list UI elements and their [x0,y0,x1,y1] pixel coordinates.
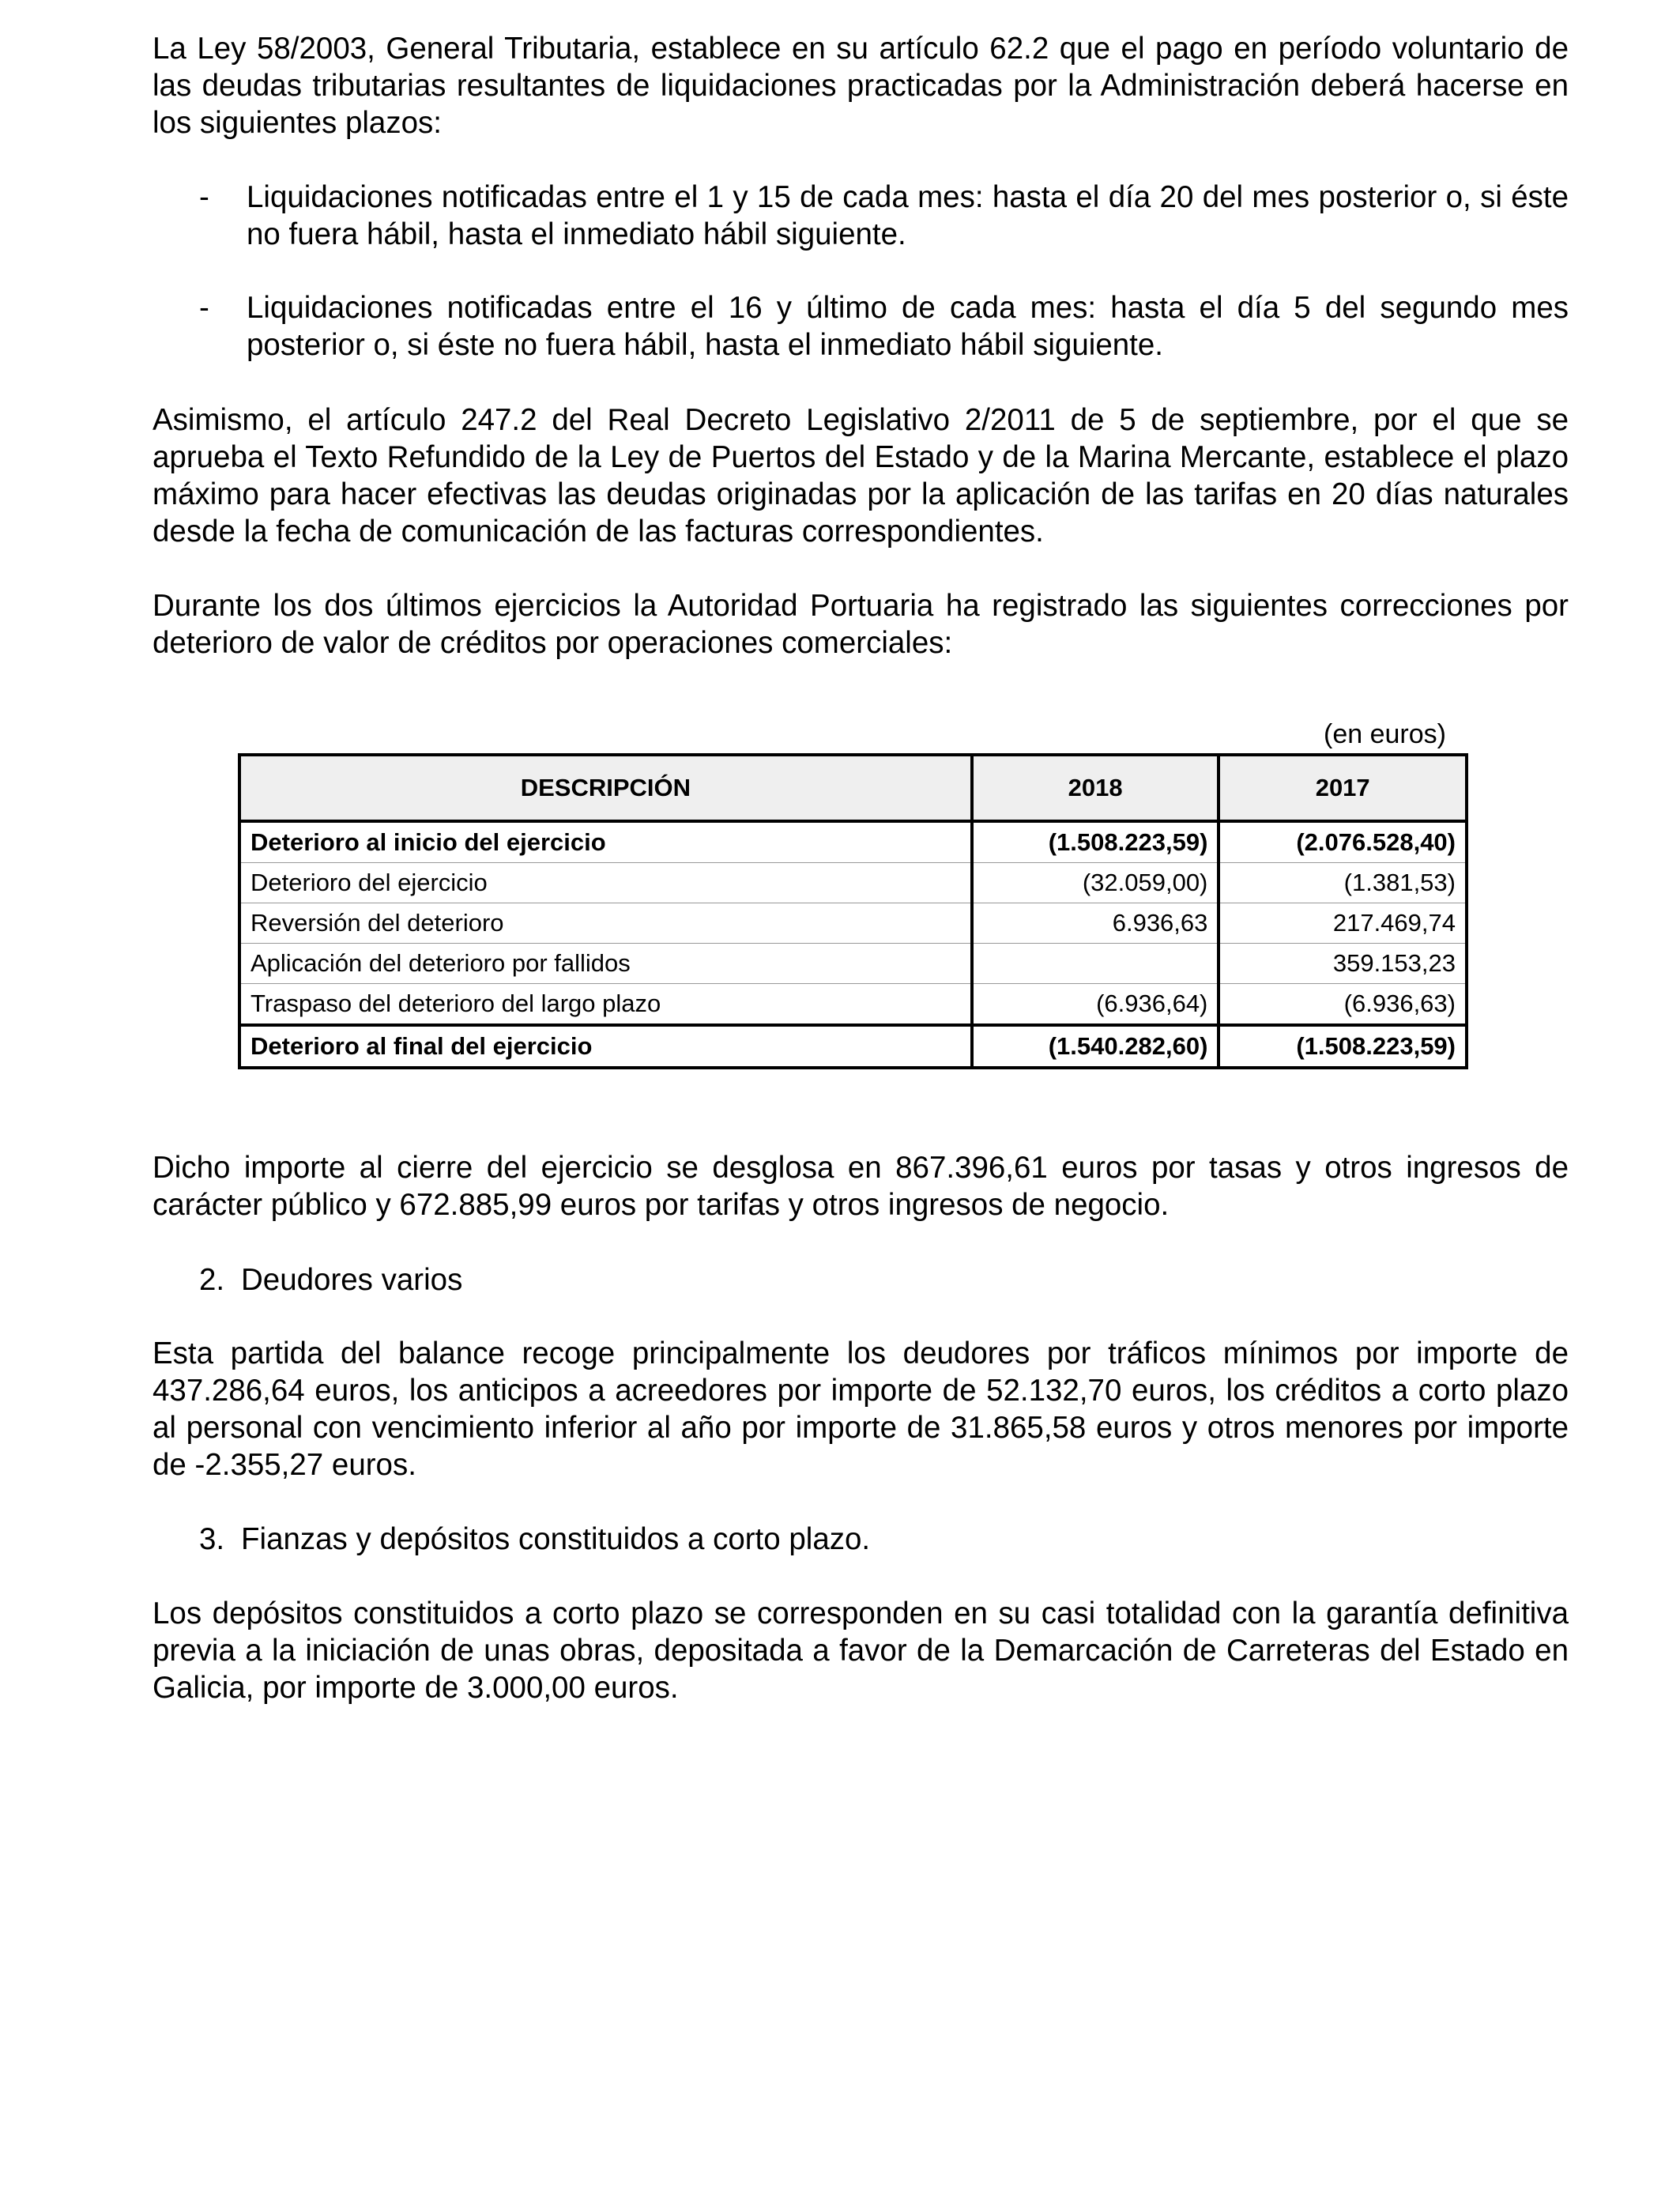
bullet-text: Liquidaciones notificadas entre el 16 y último de cada mes: hasta el día 5 del segundo mes posterior o, si éste no fuera hábil, hasta el inmediato hábil siguiente. [247,291,1569,362]
row-value-2017: 359.153,23 [1219,944,1467,984]
row-value-2017: (2.076.528,40) [1219,821,1467,863]
esta-paragraph: Esta partida del balance recoge principalmente los deudores por tráficos mínimos por importe de 437.286,64 euros, los anticipos a acreedores por importe de 52.132,70 euros, los créditos a corto plazo al personal con vencimiento inferior al año por importe de 31.865,58 euros y otros menores por importe de -2.355,27 euros. [153,1336,1569,1482]
table-row [239,863,1467,903]
section-3-heading [199,1521,1543,1558]
section-2-number: 2. [199,1263,225,1297]
intro-paragraph: La Ley 58/2003, General Tributaria, establece en su artículo 62.2 que el pago en período voluntario de las deudas tributarias resultantes de liquidaciones practicadas por la Administración deberá hacerse en los siguientes plazos: [153,32,1569,140]
table-unit-note: (en euros) [1324,719,1446,749]
header-descripcion: DESCRIPCIÓN [239,755,972,821]
row-value-2018 [972,944,1219,984]
row-value-2017: (1.508.223,59) [1219,1025,1467,1068]
row-value-2018: (32.059,00) [972,863,1219,903]
row-value-2017: (1.381,53) [1219,863,1467,903]
table-row [239,821,1467,863]
table-row [239,903,1467,944]
row-value-2017: (6.936,63) [1219,984,1467,1026]
los-paragraph: Los depósitos constituidos a corto plazo se corresponden en su casi totalidad con la garantía definitiva previa a la iniciación de unas obras, depositada a favor de la Demarcación de Carreteras del Estado en Galicia, por importe de 3.000,00 euros. [153,1596,1569,1705]
deterioro-table [238,753,1468,1069]
row-description: Aplicación del deterioro por fallidos [239,944,972,984]
section-3-title: Fianzas y depósitos constituidos a corto plazo. [241,1522,871,1556]
section-2-title: Deudores varios [241,1263,463,1297]
bullet-text: Liquidaciones notificadas entre el 1 y 15 de cada mes: hasta el día 20 del mes posterior o, si éste no fuera hábil, hasta el inmediato hábil siguiente. [247,180,1569,251]
header-2018: 2018 [972,755,1219,821]
table-row [239,984,1467,1026]
table-row [239,944,1467,984]
row-value-2018: 6.936,63 [972,903,1219,944]
row-value-2017: 217.469,74 [1219,903,1467,944]
table-header-row [239,755,1467,821]
header-2017: 2017 [1219,755,1467,821]
row-value-2018: (6.936,64) [972,984,1219,1026]
dicho-paragraph: Dicho importe al cierre del ejercicio se desglosa en 867.396,61 euros por tasas y otros ingresos de carácter público y 672.885,99 euros por tarifas y otros ingresos de negocio. [153,1151,1569,1222]
row-value-2018: (1.540.282,60) [972,1025,1219,1068]
section-3-number: 3. [199,1522,225,1556]
row-description: Deterioro del ejercicio [239,863,972,903]
bullet-dash: - [199,180,209,214]
row-description: Deterioro al inicio del ejercicio [239,821,972,863]
row-description: Reversión del deterioro [239,903,972,944]
durante-paragraph: Durante los dos últimos ejercicios la Autoridad Portuaria ha registrado las siguientes correcciones por deterioro de valor de créditos por operaciones comerciales: [153,589,1569,660]
bullet-item [199,179,1569,253]
table-row-total [239,1025,1467,1068]
section-2-heading [199,1261,1543,1299]
row-description: Traspaso del deterioro del largo plazo [239,984,972,1026]
bullet-dash: - [199,291,209,325]
asimismo-paragraph: Asimismo, el artículo 247.2 del Real Decreto Legislativo 2/2011 de 5 de septiembre, por el que se aprueba el Texto Refundido de la Ley de Puertos del Estado y de la Marina Mercante, establece el plazo máximo para hacer efectivas las deudas originadas por la aplicación de las tarifas en 20 días naturales desde la fecha de comunicación de las facturas correspondientes. [153,403,1569,548]
row-description: Deterioro al final del ejercicio [239,1025,972,1068]
row-value-2018: (1.508.223,59) [972,821,1219,863]
bullet-item [199,289,1569,364]
